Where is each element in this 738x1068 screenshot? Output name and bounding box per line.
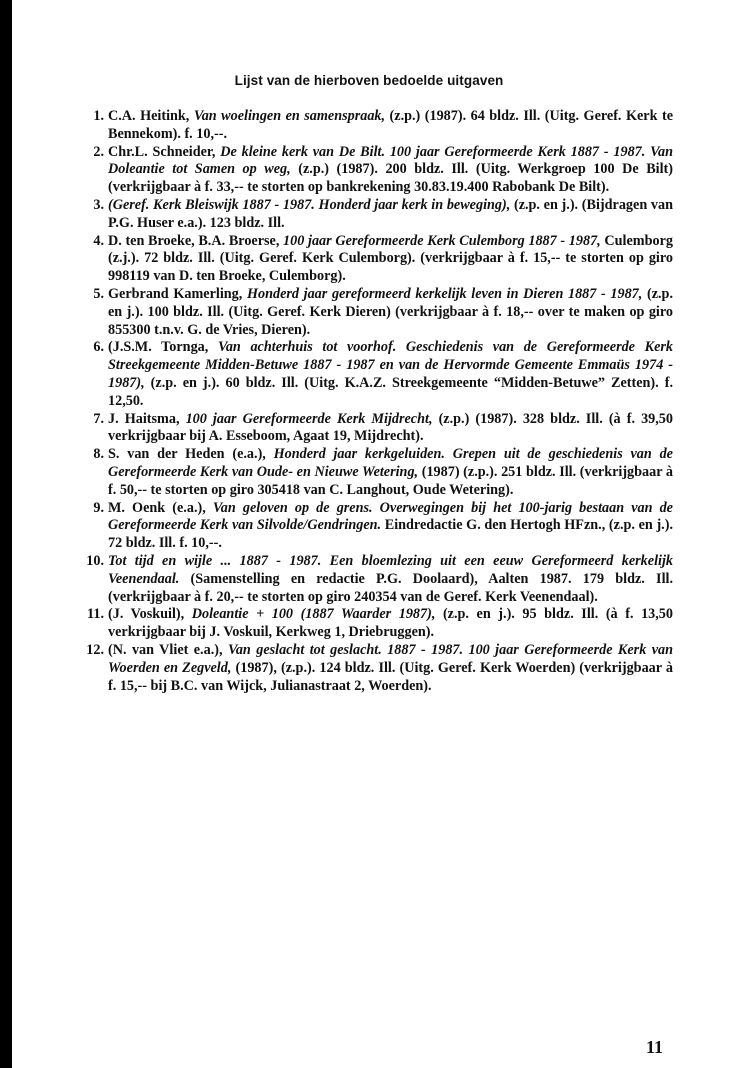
list-item [93,108,673,144]
citation-text: (Samenstelling en redactie P.G. Doolaard), Aalten 1987. 179 bldz. Ill. (verkrijgbaar à f. 20,-- te storten op giro 240354 van de Geref. Kerk Veenendaal). [108,570,673,605]
list-item-number: 6. [93,339,104,356]
citation-text: D. ten Broeke, B.A. Broerse, [108,232,284,249]
list-item-number: 9. [93,499,104,516]
list-item [93,339,673,410]
citation-text: (J. Voskuil), [108,606,192,623]
list-item-number: 10. [86,552,104,569]
list-item [93,410,673,447]
title-italic: Van geslacht tot geslacht. 1887 - 1987. 100 jaar Gereformeerde Kerk van Woerden en Zegveld, [108,641,673,676]
citation-text: (z.p. en j.). 95 bldz. Ill. (à f. 13,50 verkrijgbaar bij J. Voskuil, Kerkweg 1, Driebruggen). [108,606,673,641]
list-item [86,641,673,695]
list-item-number: 12. [86,641,104,658]
list-item [93,446,673,499]
list-item [87,606,673,642]
list-item [93,143,673,197]
citation-text: (z.p. en j.). 100 bldz. Ill. (Uitg. Geref. Kerk Dieren) (verkrijgbaar à f. 18,-- over te maken op giro 855300 t.n.v. G. de Vries, Dieren). [108,285,673,338]
citation-text: S. van der Heden (e.a.), [108,446,274,463]
citation-text: (1987) (z.p.). 251 bldz. Ill. (verkrijgbaar à f. 50,-- te storten op giro 305418 van C. Langhout, Oude Wetering). [108,463,673,498]
citation-text: (N. van Vliet e.a.), [108,641,228,658]
list-item-number: 4. [93,232,104,249]
title-italic: Van geloven op de grens. Overwegingen bij het 100-jarig bestaan van de Gereformeerde Kerk van Silvolde/Gendringen. [108,499,673,534]
citation-text: Chr.L. Schneider, [108,143,221,160]
list-item-number: 7. [93,410,104,427]
list-item-text [108,446,673,498]
citation-text: (z.p.) (1987). 328 bldz. Ill. (à f. 39,50 verkrijgbaar bij A. Esseboom, Agaat 19, Mijdrecht). [108,410,673,445]
citation-text: (z.p. en j.). 60 bldz. Ill. (Uitg. K.A.Z. Streekgemeente “Midden-Betuwe” Zetten). f. 12,50. [108,374,673,409]
title-italic: Honderd jaar kerkgeluiden. Grepen uit de geschiedenis van de Gereformeerde Kerk van Oude- en Nieuwe Wetering, [108,446,673,480]
list-item-number: 1. [93,108,104,124]
title-italic: Doleantie + 100 (1887 Waarder 1987), [191,606,436,623]
list-item-text [108,108,673,142]
title-italic: (Geref. Kerk Bleiswijk 1887 - 1987. Honderd jaar kerk in beweging), [108,196,511,213]
list-item [93,196,673,233]
list-item [93,499,673,553]
list-item [93,285,673,339]
list-item-text [108,642,673,694]
list-item-text [108,606,673,640]
list-item-text [108,339,673,408]
title-italic: Van woelingen en samenspraak, [193,108,386,124]
title-italic: Van achterhuis tot voorhof. Geschiedenis van de Gereformeerde Kerk Streekgemeente Midden-Betuwe 1887 - 1987 en van de Hervormde Gemeente Emmaüs 1974 - 1987), [108,339,673,391]
citation-text: (z.p.) (1987). 200 bldz. Ill. (Uitg. Werkgroep 100 De Bilt) (verkrijgbaar à f. 33,-- te storten op bankrekening 30.83.19.400 Rabobank De Bilt). [108,161,673,196]
list-item-number: 11. [87,606,104,623]
citation-text: (z.p.) (1987). 64 bldz. Ill. (Uitg. Geref. Kerk te Bennekom). f. 10,--. [108,108,673,142]
list-item-number: 5. [93,285,104,302]
list-item-number: 8. [93,446,104,463]
list-item-number: 2. [93,143,104,160]
title-italic: Honderd jaar gereformeerd kerkelijk leven in Dieren 1887 - 1987, [246,285,643,302]
citation-text: C.A. Heitink, [108,108,194,124]
citation-text: Gerbrand Kamerling, [108,285,247,302]
list-item-text [108,286,673,338]
publication-list [86,108,673,695]
title-italic: De kleine kerk van De Bilt. 100 jaar Gereformeerde Kerk 1887 - 1987. Van Doleantie tot Samen op weg, [108,143,673,178]
list-item [93,232,673,286]
list-item-text [108,500,673,552]
list-item-text [108,197,673,231]
list-item-number: 3. [93,196,104,213]
page-number: 11 [646,1037,664,1057]
title-italic: 100 jaar Gereformeerde Kerk Mijdrecht, [185,410,433,427]
page-heading: Lijst van de hierboven bedoelde uitgaven [234,73,504,88]
citation-text: M. Oenk (e.a.), [108,499,213,516]
page-binding-edge [0,0,12,1068]
list-item-text [108,553,673,605]
list-item-text [108,144,673,196]
citation-text: J. Haitsma, [108,410,186,427]
citation-text: (z.p. en j.). (Bijdragen van P.G. Huser e.a.). 123 bldz. Ill. [108,196,673,231]
citation-text: (1987), (z.p.). 124 bldz. Ill. (Uitg. Geref. Kerk Woerden) (verkrijgbaar à f. 15,-- bij B.C. van Wijck, Julianastraat 2, Woerden). [108,659,673,694]
title-italic: Tot tijd en wijle ... 1887 - 1987. Een bloemlezing uit een eeuw Gereformeerd kerkelijk Veenendaal. [108,552,673,587]
citation-text: Eindredactie G. den Hertogh HFzn., (z.p. en j.). 72 bldz. Ill. f. 10,--. [108,517,673,552]
title-italic: 100 jaar Gereformeerde Kerk Culemborg 1887 - 1987, [283,232,601,249]
citation-text: Culemborg (z.j.). 72 bldz. Ill. (Uitg. Geref. Kerk Culemborg). (verkrijgbaar à f. 15,-- te storten op giro 998119 van D. ten Broeke, Culemborg). [108,232,673,285]
citation-text: (J.S.M. Tornga, [108,339,218,356]
list-item-text [108,233,673,285]
list-item-text [108,411,673,445]
list-item [86,552,673,606]
